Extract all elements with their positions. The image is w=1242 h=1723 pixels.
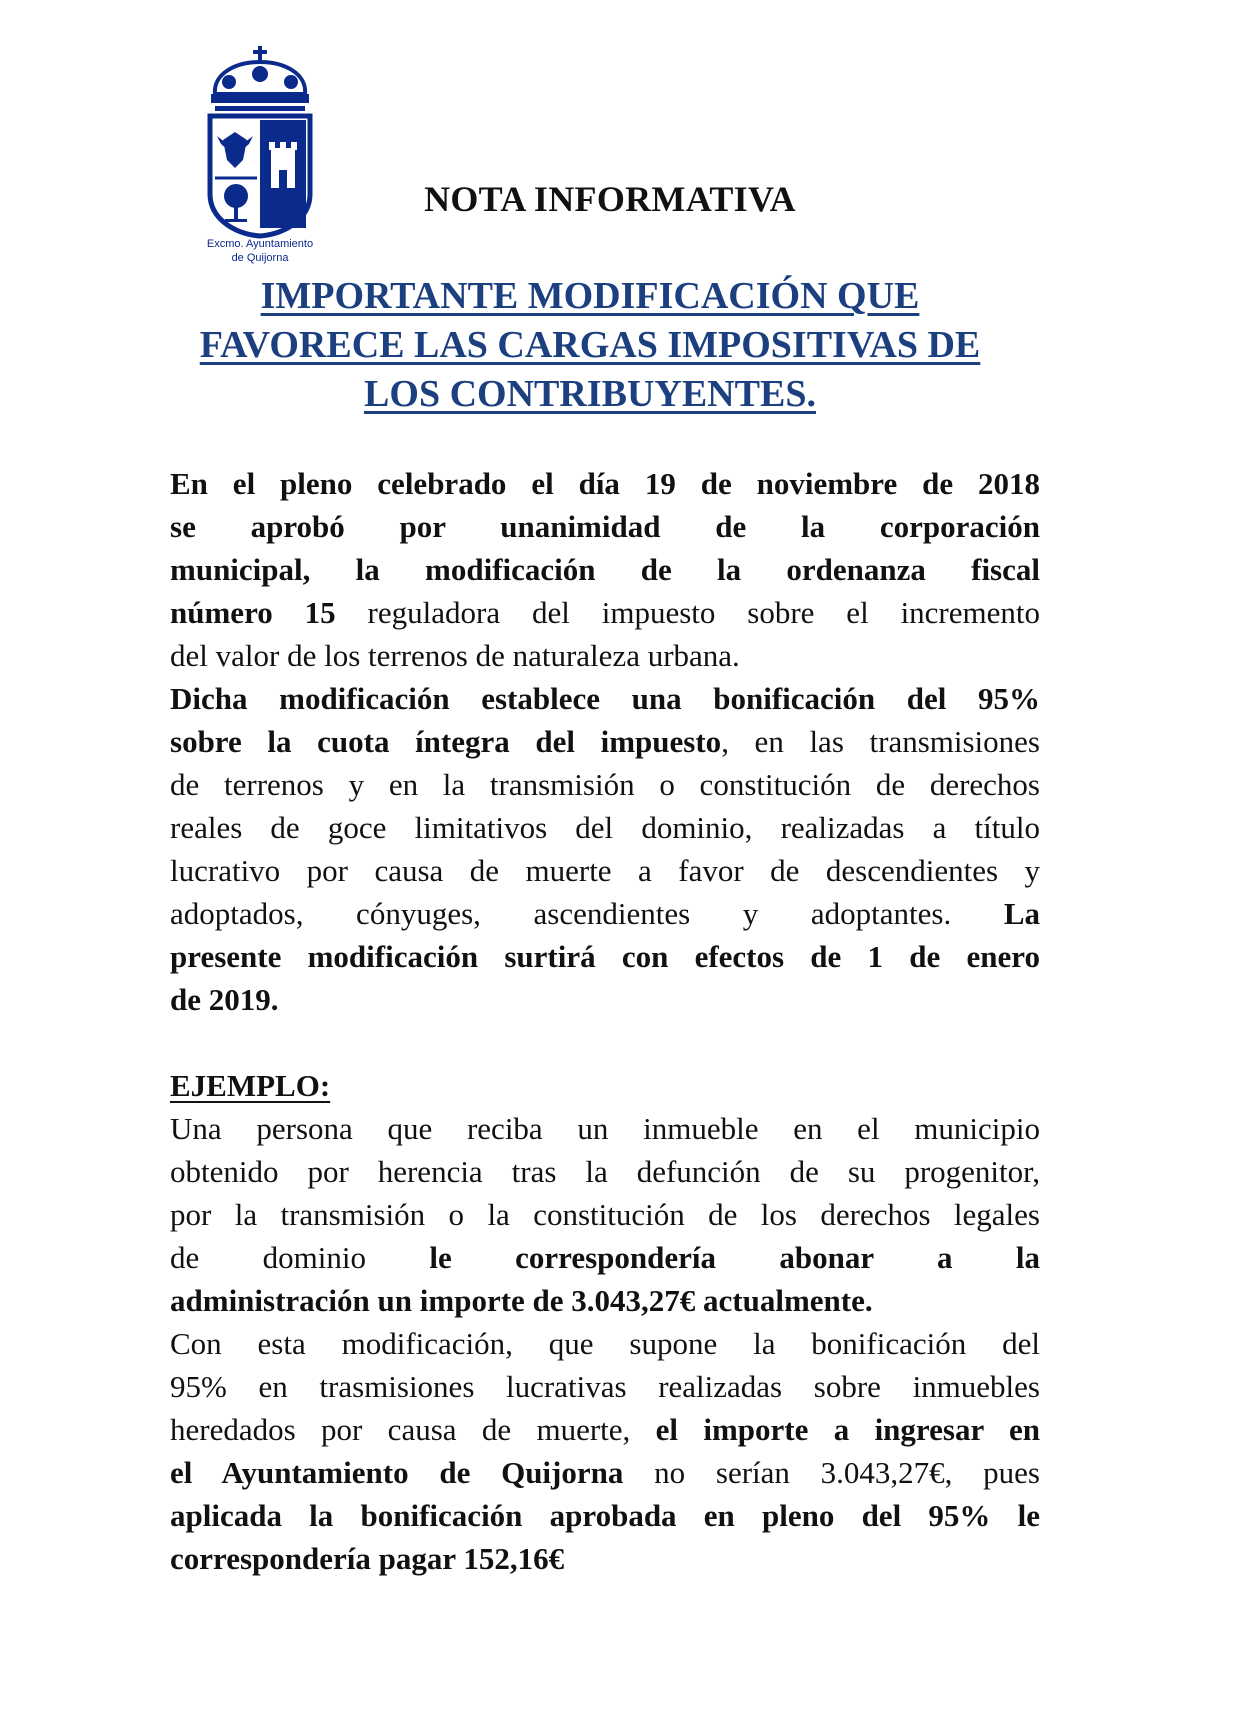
text-line	[170, 591, 1040, 634]
paragraph-modificacion	[170, 677, 1040, 1021]
headline-line: LOS CONTRIBUYENTES.	[364, 373, 816, 415]
headline-line: FAVORECE LAS CARGAS IMPOSITIVAS DE	[199, 324, 981, 366]
text-line	[170, 1451, 1040, 1494]
crest-caption-line1: Excmo. Ayuntamiento	[206, 238, 314, 250]
example-heading-text: EJEMPLO:	[170, 1068, 331, 1103]
text-line: Una persona que reciba un inmueble en el municipio	[170, 1111, 1040, 1146]
paragraph-ejemplo	[170, 1064, 1040, 1322]
bold-text: el Ayuntamiento de Quijorna	[170, 1455, 624, 1490]
document-title: NOTA INFORMATIVA	[424, 179, 796, 219]
text-line: Dicha modificación establece una bonificación del 95%	[170, 681, 1040, 716]
text-line: municipal, la modificación de la ordenanza fiscal	[170, 552, 1040, 587]
regular-text: adoptados, cónyuges, ascendientes y adoptantes.	[170, 896, 1004, 931]
bold-text: sobre la cuota íntegra del impuesto	[170, 724, 722, 759]
regular-text: reguladora del impuesto sobre el incremento	[335, 595, 1041, 630]
bold-text: le correspondería abonar a la	[429, 1240, 1040, 1275]
text-line: presente modificación surtirá con efectos de 1 de enero	[170, 939, 1040, 974]
bold-text: el importe a ingresar en	[655, 1412, 1040, 1447]
text-line: administración un importe de 3.043,27€ actualmente.	[170, 1283, 873, 1318]
text-line: 95% en trasmisiones lucrativas realizadas sobre inmuebles	[170, 1369, 1040, 1404]
text-line: por la transmisión o la constitución de los derechos legales	[170, 1197, 1040, 1232]
example-heading	[170, 1064, 1040, 1107]
text-line: de terrenos y en la transmisión o constitución de derechos	[170, 767, 1040, 802]
text-line	[170, 892, 1040, 935]
headline	[150, 272, 1030, 419]
regular-text: no serían 3.043,27€, pues	[623, 1455, 1040, 1490]
text-line: Con esta modificación, que supone la bonificación del	[170, 1326, 1040, 1361]
bold-text: La	[1003, 896, 1040, 931]
regular-text: de dominio	[170, 1240, 430, 1275]
text-line: aplicada la bonificación aprobada en pleno del 95% le	[170, 1498, 1040, 1533]
text-line	[170, 1236, 1040, 1279]
document-body	[170, 462, 1040, 1580]
municipal-crest-logo	[205, 44, 315, 240]
text-line: obtenido por herencia tras la defunción de su progenitor,	[170, 1154, 1040, 1189]
text-line: En el pleno celebrado el día 19 de noviembre de 2018	[170, 466, 1040, 501]
text-line: reales de goce limitativos del dominio, realizadas a título	[170, 810, 1040, 845]
text-line: lucrativo por causa de muerte a favor de descendientes y	[170, 853, 1040, 888]
text-line: de 2019.	[170, 982, 279, 1017]
regular-text: heredados por causa de muerte,	[170, 1412, 656, 1447]
regular-text: , en las transmisiones	[721, 724, 1040, 759]
paragraph-pleno	[170, 462, 1040, 677]
paragraph-bonificacion	[170, 1322, 1040, 1580]
text-line	[170, 1408, 1040, 1451]
crest-caption-line2: de Quijorna	[231, 252, 289, 264]
headline-line: IMPORTANTE MODIFICACIÓN QUE	[260, 275, 920, 317]
text-line	[170, 720, 1040, 763]
text-line: correspondería pagar 152,16€	[170, 1541, 565, 1576]
text-line: del valor de los terrenos de naturaleza urbana.	[170, 638, 740, 673]
text-line: se aprobó por unanimidad de la corporación	[170, 509, 1040, 544]
bold-text: número 15	[170, 595, 336, 630]
